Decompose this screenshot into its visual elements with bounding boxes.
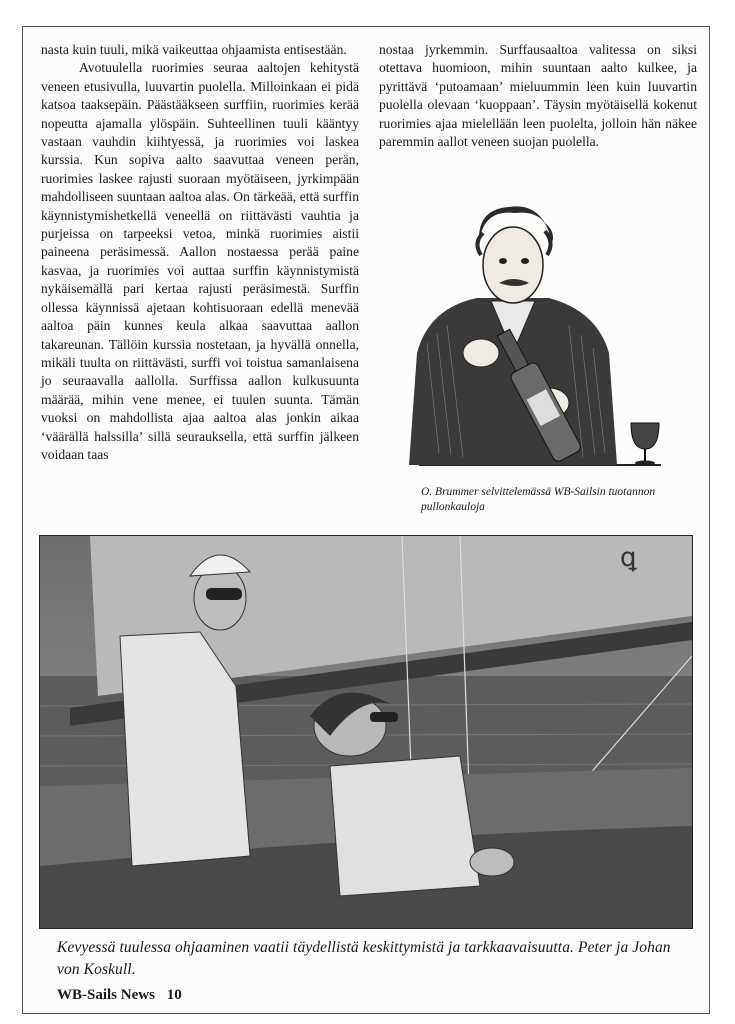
article-right-column	[379, 41, 697, 151]
illustration-caption: O. Brummer selvittelemässä WB-Sailsin tuotannon pullonkauloja	[421, 486, 656, 513]
paragraph-right: nostaa jyrkemmin. Surffausaaltoa valitessa on siksi otettava huomioon, mihin suuntaan aalto kulkee, ja pyrittävä ‘putoamaan’ mieluummin leen kuin luuvartin puolella olevaan ‘kuoppaan’. Täysin myötäisellä kokenut ruorimies ajaa mielellään leen puolelta, jolloin hän näkee paremmin aallot veneen suojan puolella.	[379, 42, 697, 150]
sailing-photo	[39, 535, 693, 929]
man-with-bottle-illustration	[399, 203, 663, 475]
paragraph-continuation: nasta kuin tuuli, mikä vaikeuttaa ohjaamista entisestään.	[41, 42, 347, 57]
page-footer	[57, 987, 190, 1004]
svg-text:ꝗ: ꝗ	[620, 543, 637, 572]
paragraph-main: Avotuulella ruorimies seuraa aaltojen kehitystä veneen etusivulla, luuvartin puolella. Milloinkaan ei pidä katsoa taaksepäin. Päästääkseen surffiin, ruorimies kerää nopeutta ajamalla ylöspäin. Suhteellinen tuuli kääntyy vastaan vauhdin kiihtyessä, ja ruorimies voi laskea kurssia. Kun sopiva aalto saavuttaa veneen perän, ruorimies laskee rajusti suoraan myötäiseen, jyrkimpään mahdolliseen suuntaan aaltoa alas. On tärkeää, että surffin käynnistymishetkellä veneellä on riittävästi vauhtia ja purjeissa on tarpeeksi vetoa, minkä ruorimies aistii paineena peräsimessä. Aallon nostaessa perää paine kasvaa, ja ruorimies voi auttaa surffin käynnistymistä nykäisemällä pari kertaa rajusti peräsimestä. Surffin ollessa käynnissä ajetaan kohtisuoraan edellä menevää aaltoa päin kunnes keula alkaa saavuttaa aallon takareunan. Tällöin kurssia nostetaan, ja hyvällä onnella, mikäli tuulta on riittävästi, surffi voi toistua samanlaisena jo seuraavalla aallolla. Surffissa aallon kulkusuunta määrää, mihin vene menee, ei tuulen suunta. Tämän vuoksi on mahdollista ajaa aaltoa alas jonkin aikaa ‘väärällä halssilla’ sillä seurauksella, että surffin jälkeen voidaan taas	[41, 60, 359, 462]
magazine-page	[22, 26, 710, 1014]
article-left-column	[41, 41, 359, 464]
publication-name: WB-Sails News	[57, 987, 155, 1003]
photo-caption: Kevyessä tuulessa ohjaaminen vaatii täydellistä keskittymistä ja tarkkaavaisuutta. Peter ja Johan von Koskull.	[57, 939, 671, 978]
page-number: 10	[166, 987, 182, 1003]
